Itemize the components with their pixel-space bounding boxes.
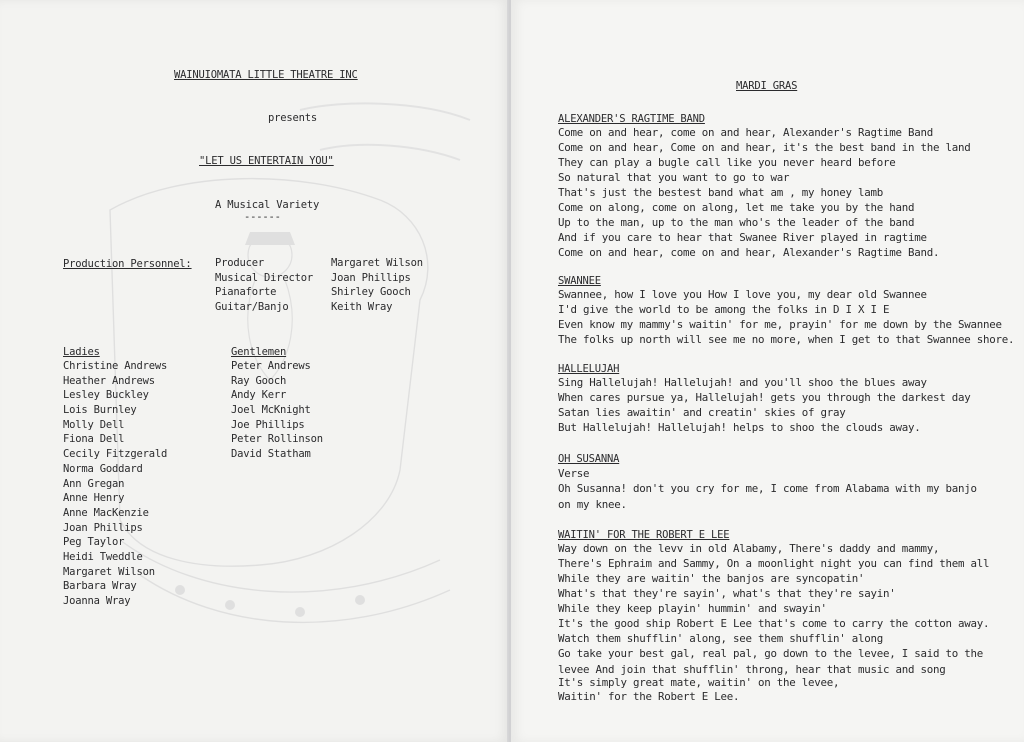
- role-item: Guitar/Banjo: [215, 301, 289, 314]
- lady-item: Christine Andrews: [63, 360, 168, 372]
- lyric-line: And if you care to hear that Swanee River played in ragtime: [558, 231, 927, 244]
- lady-item: Cecily Fitzgerald: [63, 448, 168, 461]
- lyric-line: Come on along, come on along, let me take you by the hand: [558, 201, 915, 214]
- gentleman-item: Peter Rollinson: [231, 433, 323, 446]
- lady-item: Joan Phillips: [63, 521, 143, 534]
- lady-item: Anne MacKenzie: [63, 506, 149, 519]
- lyric-line: Verse: [558, 467, 590, 480]
- lyric-line: Even know my mammy's waitin' for me, prayin' for me down by the Swannee: [558, 318, 1002, 331]
- lady-item: Joanna Wray: [63, 595, 131, 607]
- gentleman-item: Ray Gooch: [231, 374, 287, 387]
- left-page: [0, 0, 509, 742]
- show-title: "LET US ENTERTAIN YOU": [199, 155, 334, 167]
- lyric-line: While they are waitin' the banjos are syncopatin': [558, 572, 865, 585]
- lyric-line: Waitin' for the Robert E Lee.: [558, 690, 740, 703]
- lyric-line: So natural that you want to go to war: [558, 171, 790, 184]
- subtitle-rule: ------: [244, 211, 281, 223]
- lady-item: Peg Taylor: [63, 536, 125, 549]
- presents-text: presents: [268, 112, 317, 124]
- organization-name: WAINUIOMATA LITTLE THEATRE INC: [174, 69, 358, 81]
- lyric-line: Come on and hear, come on and hear, Alexander's Ragtime Band: [558, 126, 934, 139]
- lady-item: Margaret Wilson: [63, 565, 155, 578]
- song-title: SWANNEE: [558, 275, 601, 287]
- ladies-list: [63, 359, 167, 609]
- gentleman-item: Peter Andrews: [231, 360, 311, 372]
- gentlemen-heading: Gentlemen: [231, 346, 287, 358]
- lyric-line: Way down on the levv in old Alabamy, There's daddy and mammy,: [558, 542, 940, 555]
- lyric-line: I'd give the world to be among the folks in D I X I E: [558, 303, 890, 316]
- lyric-line: There's Ephraim and Sammy, On a moonlight night you can find them all: [558, 557, 990, 570]
- song-title: HALLELUJAH: [558, 363, 620, 375]
- lady-item: Heidi Tweddle: [63, 550, 143, 563]
- gentleman-item: Joe Phillips: [231, 418, 305, 431]
- song-title: ALEXANDER'S RAGTIME BAND: [558, 113, 705, 125]
- lady-item: Ann Gregan: [63, 477, 125, 490]
- ladies-heading: Ladies: [63, 346, 100, 358]
- lady-item: Anne Henry: [63, 492, 125, 505]
- person-item: Joan Phillips: [331, 271, 411, 284]
- gentleman-item: David Statham: [231, 448, 311, 461]
- lyric-line: on my knee.: [558, 498, 627, 511]
- lyric-line: But Hallelujah! Hallelujah! helps to shoo the clouds away.: [558, 421, 921, 434]
- lyric-line: It's simply great mate, waitin' on the levee,: [558, 676, 840, 689]
- lyric-line: The folks up north will see me no more, when I get to that Swannee shore.: [558, 333, 1015, 346]
- lyric-line: Sing Hallelujah! Hallelujah! and you'll shoo the blues away: [558, 376, 927, 389]
- lady-item: Norma Goddard: [63, 462, 143, 475]
- lady-item: Fiona Dell: [63, 433, 125, 446]
- lyric-line: Come on and hear, Come on and hear, it's the best band in the land: [558, 141, 971, 154]
- person-item: Shirley Gooch: [331, 286, 411, 299]
- right-page: [511, 0, 1024, 742]
- lyric-line: While they keep playin' hummin' and swayin': [558, 602, 827, 615]
- gentleman-item: Joel McKnight: [231, 404, 311, 417]
- lyric-line: That's just the bestest band what am , my honey lamb: [558, 186, 884, 199]
- gentleman-item: Andy Kerr: [231, 389, 287, 402]
- show-subtitle: A Musical Variety: [215, 199, 320, 211]
- lyric-line: Satan lies awaitin' and creatin' skies of gray: [558, 406, 846, 419]
- song-title: OH SUSANNA: [558, 453, 620, 465]
- lyric-line: Go take your best gal, real pal, go down to the levee, I said to the: [558, 647, 984, 660]
- person-item: Keith Wray: [331, 301, 393, 314]
- song-title: WAITIN' FOR THE ROBERT E LEE: [558, 529, 730, 541]
- lyric-line: It's the good ship Robert E Lee that's come to carry the cotton away.: [558, 617, 990, 630]
- lyric-line: When cares pursue ya, Hallelujah! gets you through the darkest day: [558, 391, 971, 404]
- person-item: Margaret Wilson: [331, 257, 423, 269]
- role-item: Producer: [215, 257, 264, 269]
- lyric-line: Come on and hear, come on and hear, Alexander's Ragtime Band.: [558, 246, 940, 259]
- role-item: Musical Director: [215, 271, 313, 284]
- production-roles-list: [215, 256, 313, 315]
- lyric-line: Swannee, how I love you How I love you, my dear old Swannee: [558, 288, 927, 301]
- mardi-gras-heading: MARDI GRAS: [736, 80, 798, 92]
- lady-item: Molly Dell: [63, 418, 125, 431]
- gentlemen-list: [231, 359, 323, 462]
- lyric-line: What's that they're sayin', what's that they're sayin': [558, 587, 896, 600]
- lady-item: Barbara Wray: [63, 580, 137, 593]
- lady-item: Lesley Buckley: [63, 389, 149, 402]
- lyric-line: Up to the man, up to the man who's the leader of the band: [558, 216, 915, 229]
- production-personnel-heading: Production Personnel:: [63, 258, 192, 270]
- lyric-line: levee And join that shufflin' throng, hear that music and song: [558, 663, 946, 676]
- production-people-list: [331, 256, 423, 315]
- lady-item: Heather Andrews: [63, 374, 155, 387]
- lady-item: Lois Burnley: [63, 404, 137, 417]
- lyric-line: Watch them shufflin' along, see them shufflin' along: [558, 632, 884, 645]
- role-item: Pianaforte: [215, 286, 277, 299]
- lyric-line: Oh Susanna! don't you cry for me, I come from Alabama with my banjo: [558, 482, 977, 495]
- lyric-line: They can play a bugle call like you never heard before: [558, 156, 896, 169]
